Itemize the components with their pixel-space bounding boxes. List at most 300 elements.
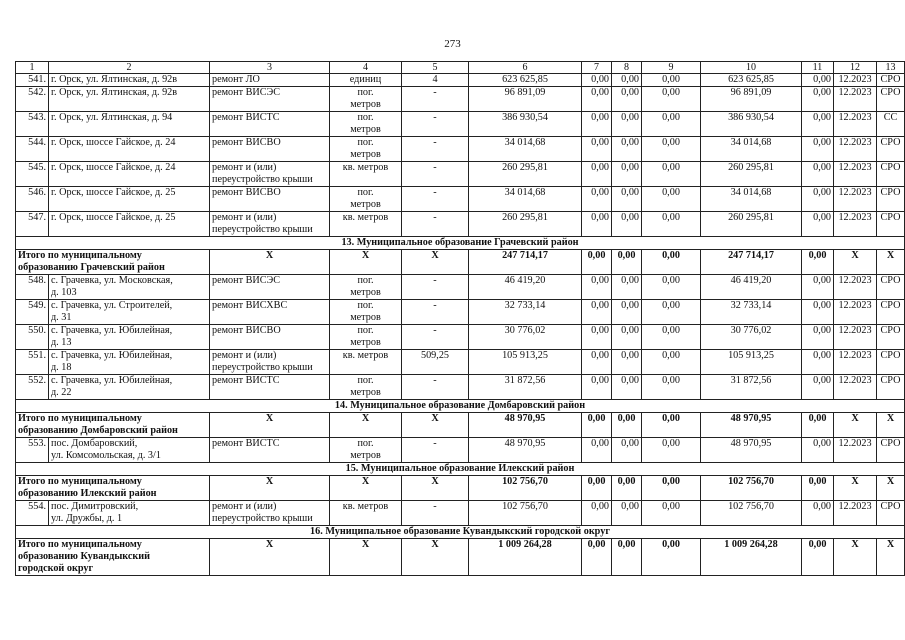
work-type-cell-line: ремонт и (или) <box>212 350 277 361</box>
quantity-cell: - <box>402 300 469 325</box>
col10-cell: 386 930,54 <box>701 112 802 137</box>
work-type-cell <box>210 438 330 463</box>
col13-cell: СРО <box>877 501 905 526</box>
unit-cell <box>330 74 402 87</box>
work-type-cell <box>210 162 330 187</box>
total-label-line: образованию Грачевский район <box>18 262 165 273</box>
unit-cell <box>330 275 402 300</box>
page-number: 273 <box>444 38 461 50</box>
col13-cell: СРО <box>877 350 905 375</box>
col6-cell: 48 970,95 <box>469 438 582 463</box>
unit-cell <box>330 325 402 350</box>
col6-cell: 260 295,81 <box>469 162 582 187</box>
unit-cell-line: метров <box>350 287 381 298</box>
col8-cell: 0,00 <box>612 137 642 162</box>
quantity-cell: - <box>402 325 469 350</box>
col13-cell: СРО <box>877 87 905 112</box>
col8-cell: 0,00 <box>612 74 642 87</box>
address-cell <box>49 112 210 137</box>
col8-cell: 0,00 <box>612 375 642 400</box>
col9-cell: 0,00 <box>642 162 701 187</box>
row-number: 548. <box>16 275 49 300</box>
col9-cell: 0,00 <box>642 350 701 375</box>
col6-cell: 30 776,02 <box>469 325 582 350</box>
address-cell-line: г. Орск, шоссе Гайское, д. 25 <box>51 212 176 223</box>
col9-cell: 0,00 <box>642 413 701 438</box>
work-type-cell-line: переустройство крыши <box>212 174 313 185</box>
table-row <box>16 137 905 162</box>
col9-cell: 0,00 <box>642 438 701 463</box>
address-cell-line: г. Орск, шоссе Гайское, д. 24 <box>51 137 176 148</box>
address-cell-line: г. Орск, шоссе Гайское, д. 25 <box>51 187 176 198</box>
col9-cell: 0,00 <box>642 137 701 162</box>
col3-cell: X <box>210 413 330 438</box>
col5-cell: X <box>402 413 469 438</box>
col12-cell: 12.2023 <box>834 325 877 350</box>
col6-cell: 96 891,09 <box>469 87 582 112</box>
col10-cell: 260 295,81 <box>701 162 802 187</box>
address-cell <box>49 275 210 300</box>
work-type-cell-line: переустройство крыши <box>212 362 313 373</box>
table-row <box>16 375 905 400</box>
table-body <box>16 62 905 576</box>
row-number: 542. <box>16 87 49 112</box>
address-cell <box>49 87 210 112</box>
col9-cell: 0,00 <box>642 501 701 526</box>
unit-cell-line: пог. <box>357 300 374 311</box>
col4-cell: X <box>330 476 402 501</box>
col10-cell: 32 733,14 <box>701 300 802 325</box>
address-cell <box>49 187 210 212</box>
work-type-cell <box>210 87 330 112</box>
work-type-cell <box>210 325 330 350</box>
unit-cell-line: кв. метров <box>342 162 389 173</box>
unit-cell-line: метров <box>350 124 381 135</box>
unit-cell-line: кв. метров <box>342 501 389 512</box>
table-row <box>16 112 905 137</box>
col11-cell: 0,00 <box>802 137 834 162</box>
col12-cell: 12.2023 <box>834 438 877 463</box>
col11-cell: 0,00 <box>802 250 834 275</box>
column-header: 10 <box>701 62 802 74</box>
col7-cell: 0,00 <box>582 162 612 187</box>
address-cell <box>49 375 210 400</box>
total-label-line: образованию Кувандыкский <box>18 551 151 562</box>
col7-cell: 0,00 <box>582 137 612 162</box>
total-label-line: образованию Илекский район <box>18 488 157 499</box>
address-cell-line: с. Грачевка, ул. Юбилейная, <box>51 350 173 361</box>
unit-cell-line: пог. <box>357 325 374 336</box>
work-type-cell-line: ремонт ВИСТС <box>212 375 280 386</box>
total-label <box>16 476 210 501</box>
col7-cell: 0,00 <box>582 413 612 438</box>
col5-cell: X <box>402 476 469 501</box>
unit-cell-line: пог. <box>357 275 374 286</box>
work-type-cell-line: ремонт ВИСТС <box>212 438 280 449</box>
address-cell-line: г. Орск, ул. Ялтинская, д. 92в <box>51 87 178 98</box>
address-cell-line: г. Орск, шоссе Гайское, д. 24 <box>51 162 176 173</box>
column-header: 3 <box>210 62 330 74</box>
quantity-cell: - <box>402 162 469 187</box>
col12-cell: 12.2023 <box>834 350 877 375</box>
col11-cell: 0,00 <box>802 275 834 300</box>
column-header: 12 <box>834 62 877 74</box>
col5-cell: X <box>402 250 469 275</box>
col8-cell: 0,00 <box>612 501 642 526</box>
row-number: 550. <box>16 325 49 350</box>
col8-cell: 0,00 <box>612 112 642 137</box>
col3-cell: X <box>210 539 330 576</box>
total-row <box>16 250 905 275</box>
address-cell-line: с. Грачевка, ул. Юбилейная, <box>51 325 173 336</box>
col12-cell: 12.2023 <box>834 375 877 400</box>
work-type-cell <box>210 137 330 162</box>
col13-cell: X <box>877 476 905 501</box>
row-number: 551. <box>16 350 49 375</box>
column-header: 6 <box>469 62 582 74</box>
quantity-cell: - <box>402 438 469 463</box>
quantity-cell: 509,25 <box>402 350 469 375</box>
work-type-cell-line: переустройство крыши <box>212 224 313 235</box>
column-header: 13 <box>877 62 905 74</box>
col11-cell: 0,00 <box>802 74 834 87</box>
col11-cell: 0,00 <box>802 112 834 137</box>
unit-cell <box>330 112 402 137</box>
col13-cell: СС <box>877 112 905 137</box>
col10-cell: 623 625,85 <box>701 74 802 87</box>
table-row <box>16 300 905 325</box>
address-cell-line: д. 13 <box>51 337 72 348</box>
unit-cell-line: пог. <box>357 137 374 148</box>
col7-cell: 0,00 <box>582 300 612 325</box>
unit-cell-line: кв. метров <box>342 350 389 361</box>
unit-cell-line: единиц <box>349 74 382 85</box>
col10-cell: 102 756,70 <box>701 501 802 526</box>
col7-cell: 0,00 <box>582 476 612 501</box>
work-type-cell <box>210 350 330 375</box>
col9-cell: 0,00 <box>642 539 701 576</box>
table-row <box>16 87 905 112</box>
col10-cell: 260 295,81 <box>701 212 802 237</box>
row-number: 549. <box>16 300 49 325</box>
address-cell <box>49 438 210 463</box>
unit-cell <box>330 501 402 526</box>
total-label-line: Итого по муниципальному <box>18 539 142 550</box>
col7-cell: 0,00 <box>582 187 612 212</box>
col10-cell: 46 419,20 <box>701 275 802 300</box>
col8-cell: 0,00 <box>612 413 642 438</box>
col4-cell: X <box>330 413 402 438</box>
total-row <box>16 476 905 501</box>
unit-cell <box>330 87 402 112</box>
unit-cell <box>330 300 402 325</box>
work-type-cell <box>210 375 330 400</box>
col10-cell: 34 014,68 <box>701 137 802 162</box>
col13-cell: СРО <box>877 300 905 325</box>
col8-cell: 0,00 <box>612 539 642 576</box>
col13-cell: СРО <box>877 275 905 300</box>
address-cell-line: д. 22 <box>51 387 72 398</box>
work-type-cell-line: ремонт и (или) <box>212 212 277 223</box>
address-cell-line: г. Орск, ул. Ялтинская, д. 92в <box>51 74 178 85</box>
col7-cell: 0,00 <box>582 325 612 350</box>
col10-cell: 48 970,95 <box>701 413 802 438</box>
col6-cell: 260 295,81 <box>469 212 582 237</box>
address-cell <box>49 74 210 87</box>
col11-cell: 0,00 <box>802 212 834 237</box>
unit-cell <box>330 350 402 375</box>
table-row <box>16 212 905 237</box>
col7-cell: 0,00 <box>582 350 612 375</box>
col11-cell: 0,00 <box>802 413 834 438</box>
col6-cell: 46 419,20 <box>469 275 582 300</box>
address-cell <box>49 501 210 526</box>
address-cell <box>49 350 210 375</box>
col8-cell: 0,00 <box>612 162 642 187</box>
col8-cell: 0,00 <box>612 250 642 275</box>
section-title: 13. Муниципальное образование Грачевский район <box>16 237 905 250</box>
column-header: 1 <box>16 62 49 74</box>
col6-cell: 386 930,54 <box>469 112 582 137</box>
address-cell-line: пос. Димитровский, <box>51 501 139 512</box>
address-cell-line: д. 103 <box>51 287 77 298</box>
work-type-cell-line: ремонт ВИСЭС <box>212 275 281 286</box>
section-header-row <box>16 463 905 476</box>
section-header-row <box>16 400 905 413</box>
col13-cell: СРО <box>877 137 905 162</box>
total-label-line: образованию Домбаровский район <box>18 425 178 436</box>
col9-cell: 0,00 <box>642 74 701 87</box>
unit-cell-line: метров <box>350 99 381 110</box>
col9-cell: 0,00 <box>642 375 701 400</box>
work-type-cell-line: ремонт ВИСВО <box>212 137 281 148</box>
col12-cell: 12.2023 <box>834 212 877 237</box>
col8-cell: 0,00 <box>612 300 642 325</box>
row-number: 544. <box>16 137 49 162</box>
col7-cell: 0,00 <box>582 539 612 576</box>
col13-cell: СРО <box>877 74 905 87</box>
unit-cell-line: метров <box>350 149 381 160</box>
unit-cell-line: пог. <box>357 112 374 123</box>
row-number: 552. <box>16 375 49 400</box>
col4-cell: X <box>330 539 402 576</box>
work-type-cell-line: ремонт ВИСВО <box>212 325 281 336</box>
table-row <box>16 187 905 212</box>
col9-cell: 0,00 <box>642 275 701 300</box>
col6-cell: 105 913,25 <box>469 350 582 375</box>
col13-cell: СРО <box>877 187 905 212</box>
col9-cell: 0,00 <box>642 212 701 237</box>
col6-cell: 31 872,56 <box>469 375 582 400</box>
col7-cell: 0,00 <box>582 112 612 137</box>
unit-cell-line: метров <box>350 387 381 398</box>
col10-cell: 30 776,02 <box>701 325 802 350</box>
work-type-cell-line: ремонт и (или) <box>212 501 277 512</box>
section-title: 14. Муниципальное образование Домбаровский район <box>16 400 905 413</box>
col12-cell: 12.2023 <box>834 300 877 325</box>
col11-cell: 0,00 <box>802 539 834 576</box>
unit-cell-line: пог. <box>357 187 374 198</box>
total-label-line: городской округ <box>18 563 94 574</box>
row-number: 543. <box>16 112 49 137</box>
col11-cell: 0,00 <box>802 438 834 463</box>
total-label-line: Итого по муниципальному <box>18 476 142 487</box>
table-row <box>16 325 905 350</box>
table-row <box>16 162 905 187</box>
col10-cell: 48 970,95 <box>701 438 802 463</box>
col11-cell: 0,00 <box>802 375 834 400</box>
col11-cell: 0,00 <box>802 300 834 325</box>
col9-cell: 0,00 <box>642 250 701 275</box>
col13-cell: СРО <box>877 438 905 463</box>
row-number: 554. <box>16 501 49 526</box>
address-cell-line: с. Грачевка, ул. Строителей, <box>51 300 173 311</box>
table-row <box>16 275 905 300</box>
quantity-cell: - <box>402 187 469 212</box>
total-label-line: Итого по муниципальному <box>18 250 142 261</box>
col12-cell: X <box>834 539 877 576</box>
work-type-cell <box>210 501 330 526</box>
unit-cell <box>330 375 402 400</box>
work-type-cell-line: ремонт ВИСВО <box>212 187 281 198</box>
address-cell <box>49 162 210 187</box>
capital-repair-table <box>15 61 905 576</box>
col6-cell: 247 714,17 <box>469 250 582 275</box>
quantity-cell: - <box>402 275 469 300</box>
col12-cell: 12.2023 <box>834 187 877 212</box>
col6-cell: 32 733,14 <box>469 300 582 325</box>
quantity-cell: - <box>402 137 469 162</box>
table-row <box>16 438 905 463</box>
address-cell-line: ул. Дружбы, д. 1 <box>51 513 123 524</box>
col10-cell: 102 756,70 <box>701 476 802 501</box>
col6-cell: 34 014,68 <box>469 187 582 212</box>
col12-cell: X <box>834 413 877 438</box>
col10-cell: 31 872,56 <box>701 375 802 400</box>
row-number: 546. <box>16 187 49 212</box>
col11-cell: 0,00 <box>802 187 834 212</box>
col10-cell: 96 891,09 <box>701 87 802 112</box>
address-cell-line: г. Орск, ул. Ялтинская, д. 94 <box>51 112 173 123</box>
col4-cell: X <box>330 250 402 275</box>
row-number: 553. <box>16 438 49 463</box>
total-label <box>16 250 210 275</box>
col11-cell: 0,00 <box>802 325 834 350</box>
col12-cell: 12.2023 <box>834 137 877 162</box>
col8-cell: 0,00 <box>612 476 642 501</box>
unit-cell <box>330 438 402 463</box>
unit-cell-line: метров <box>350 337 381 348</box>
col13-cell: X <box>877 250 905 275</box>
col12-cell: 12.2023 <box>834 112 877 137</box>
col10-cell: 247 714,17 <box>701 250 802 275</box>
quantity-cell: - <box>402 501 469 526</box>
row-number: 547. <box>16 212 49 237</box>
col9-cell: 0,00 <box>642 87 701 112</box>
unit-cell <box>330 162 402 187</box>
col12-cell: 12.2023 <box>834 87 877 112</box>
unit-cell <box>330 187 402 212</box>
work-type-cell <box>210 212 330 237</box>
unit-cell-line: пог. <box>357 375 374 386</box>
col7-cell: 0,00 <box>582 438 612 463</box>
unit-cell-line: метров <box>350 312 381 323</box>
col3-cell: X <box>210 250 330 275</box>
col13-cell: СРО <box>877 325 905 350</box>
col9-cell: 0,00 <box>642 112 701 137</box>
col12-cell: 12.2023 <box>834 74 877 87</box>
address-cell-line: с. Грачевка, ул. Юбилейная, <box>51 375 173 386</box>
unit-cell <box>330 212 402 237</box>
col9-cell: 0,00 <box>642 476 701 501</box>
quantity-cell: 4 <box>402 74 469 87</box>
col8-cell: 0,00 <box>612 350 642 375</box>
address-cell-line: пос. Домбаровский, <box>51 438 138 449</box>
address-cell <box>49 300 210 325</box>
col6-cell: 48 970,95 <box>469 413 582 438</box>
row-number: 541. <box>16 74 49 87</box>
col12-cell: 12.2023 <box>834 501 877 526</box>
col13-cell: X <box>877 413 905 438</box>
total-row <box>16 539 905 576</box>
column-number-row <box>16 62 905 74</box>
col7-cell: 0,00 <box>582 375 612 400</box>
col11-cell: 0,00 <box>802 476 834 501</box>
col10-cell: 34 014,68 <box>701 187 802 212</box>
col7-cell: 0,00 <box>582 250 612 275</box>
work-type-cell <box>210 112 330 137</box>
work-type-cell-line: ремонт ВИСХВС <box>212 300 288 311</box>
col11-cell: 0,00 <box>802 162 834 187</box>
address-cell <box>49 325 210 350</box>
section-title: 15. Муниципальное образование Илекский район <box>16 463 905 476</box>
address-cell <box>49 137 210 162</box>
col7-cell: 0,00 <box>582 212 612 237</box>
work-type-cell-line: ремонт ВИСТС <box>212 112 280 123</box>
unit-cell-line: пог. <box>357 438 374 449</box>
col9-cell: 0,00 <box>642 187 701 212</box>
col3-cell: X <box>210 476 330 501</box>
section-header-row <box>16 237 905 250</box>
table-row <box>16 501 905 526</box>
col8-cell: 0,00 <box>612 87 642 112</box>
work-type-cell-line: переустройство крыши <box>212 513 313 524</box>
col13-cell: X <box>877 539 905 576</box>
col12-cell: 12.2023 <box>834 162 877 187</box>
table-row <box>16 74 905 87</box>
col12-cell: X <box>834 250 877 275</box>
col6-cell: 1 009 264,28 <box>469 539 582 576</box>
address-cell-line: д. 18 <box>51 362 72 373</box>
col7-cell: 0,00 <box>582 275 612 300</box>
col10-cell: 1 009 264,28 <box>701 539 802 576</box>
col11-cell: 0,00 <box>802 501 834 526</box>
column-header: 7 <box>582 62 612 74</box>
column-header: 2 <box>49 62 210 74</box>
col8-cell: 0,00 <box>612 325 642 350</box>
unit-cell-line: пог. <box>357 87 374 98</box>
address-cell-line: ул. Комсомольская, д. 3/1 <box>51 450 161 461</box>
col12-cell: 12.2023 <box>834 275 877 300</box>
work-type-cell <box>210 275 330 300</box>
work-type-cell-line: ремонт ВИСЭС <box>212 87 281 98</box>
col8-cell: 0,00 <box>612 438 642 463</box>
table-row <box>16 350 905 375</box>
address-cell-line: д. 31 <box>51 312 72 323</box>
section-title: 16. Муниципальное образование Кувандыкский городской округ <box>16 526 905 539</box>
col13-cell: СРО <box>877 375 905 400</box>
unit-cell-line: метров <box>350 199 381 210</box>
